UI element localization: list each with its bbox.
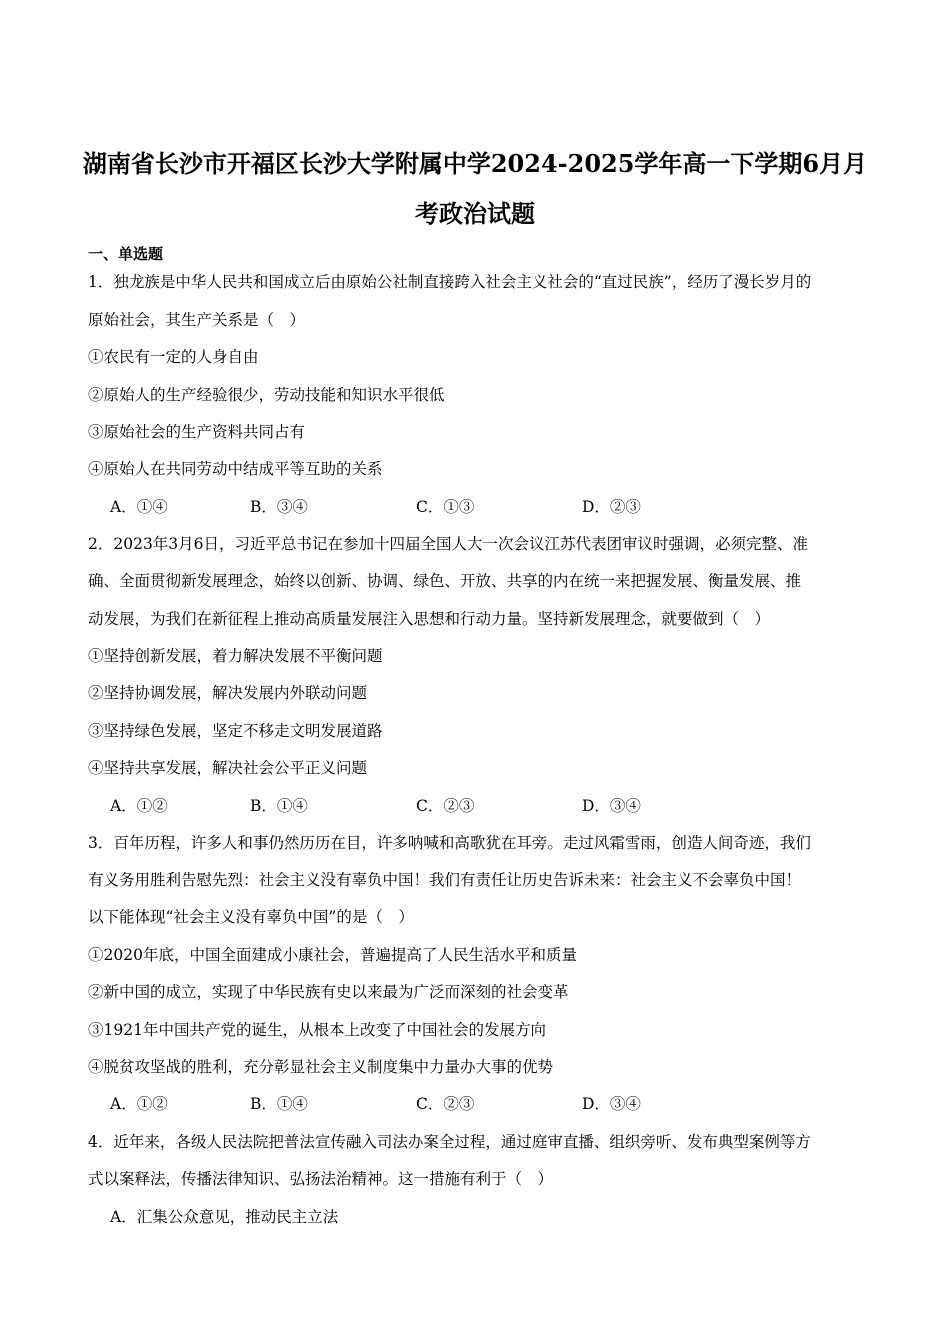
q1-options bbox=[110, 497, 810, 517]
q1-option-d[interactable]: D．②③ bbox=[582, 498, 641, 516]
q3-statement-3: ③1921年中国共产党的诞生，从根本上改变了中国社会的发展方向 bbox=[88, 1021, 546, 1039]
q2-statement-1: ①坚持创新发展，着力解决发展不平衡问题 bbox=[88, 647, 383, 665]
q2-statement-4: ④坚持共享发展，解决社会公平正义问题 bbox=[88, 759, 368, 777]
q3-options bbox=[110, 1094, 810, 1114]
q3-option-d[interactable]: D．③④ bbox=[582, 1095, 641, 1113]
section-heading: 一、单选题 bbox=[88, 245, 164, 263]
q2-statement-3: ③坚持绿色发展，坚定不移走文明发展道路 bbox=[88, 722, 383, 740]
q2-stem-line1: 2．2023年3月6日，习近平总书记在参加十四届全国人大一次会议江苏代表团审议时强调，必须完整、准 bbox=[88, 535, 809, 553]
q3-option-c[interactable]: C．②③ bbox=[416, 1095, 475, 1113]
q2-option-b[interactable]: B．①④ bbox=[250, 797, 308, 815]
q2-option-d[interactable]: D．③④ bbox=[582, 797, 641, 815]
q2-option-c[interactable]: C．②③ bbox=[416, 797, 475, 815]
q1-stem-line1: 1．独龙族是中华人民共和国成立后由原始公社制直接跨入社会主义社会的“直过民族”，经历了漫长岁月的 bbox=[88, 273, 812, 291]
q4-stem-line1: 4．近年来，各级人民法院把普法宣传融入司法办案全过程，通过庭审直播、组织旁听、发布典型案例等方 bbox=[88, 1133, 811, 1151]
q3-statement-2: ②新中国的成立，实现了中华民族有史以来最为广泛而深刻的社会变革 bbox=[88, 983, 569, 1001]
q1-option-a[interactable]: A．①④ bbox=[110, 498, 168, 516]
q2-stem-line3: 动发展，为我们在新征程上推动高质量发展注入思想和行动力量。坚持新发展理念，就要做到（ ） bbox=[88, 610, 771, 628]
q2-stem-line2: 确、全面贯彻新发展理念，始终以创新、协调、绿色、开放、共享的内在统一来把握发展、衡量发展、推 bbox=[88, 572, 802, 590]
q1-option-c[interactable]: C．①③ bbox=[416, 498, 475, 516]
q4-option-a[interactable]: A．汇集公众意见，推动民主立法 bbox=[110, 1208, 339, 1226]
q3-statement-4: ④脱贫攻坚战的胜利，充分彰显社会主义制度集中力量办大事的优势 bbox=[88, 1058, 554, 1076]
q1-statement-1: ①农民有一定的人身自由 bbox=[88, 348, 259, 366]
doc-title-line1: 湖南省长沙市开福区长沙大学附属中学2024-2025学年高一下学期6月月 bbox=[82, 149, 868, 178]
q2-options bbox=[110, 796, 810, 816]
q3-option-a[interactable]: A．①② bbox=[110, 1095, 168, 1113]
q3-stem-line2: 有义务用胜利告慰先烈：社会主义没有辜负中国！我们有责任让历史告诉未来：社会主义不会辜负中国！ bbox=[88, 871, 802, 889]
q3-stem-line1: 3．百年历程，许多人和事仍然历历在目，许多呐喊和高歌犹在耳旁。走过风霜雪雨，创造人间奇迹，我们 bbox=[88, 834, 811, 852]
q2-option-a[interactable]: A．①② bbox=[110, 797, 168, 815]
q1-option-b[interactable]: B．③④ bbox=[250, 498, 308, 516]
q3-stem-line3: 以下能体现“社会主义没有辜负中国”的是（ ） bbox=[88, 908, 414, 926]
q1-statement-3: ③原始社会的生产资料共同占有 bbox=[88, 423, 306, 441]
q3-statement-1: ①2020年底，中国全面建成小康社会，普遍提高了人民生活水平和质量 bbox=[88, 946, 577, 964]
q3-option-b[interactable]: B．①④ bbox=[250, 1095, 308, 1113]
q1-statement-4: ④原始人在共同劳动中结成平等互助的关系 bbox=[88, 460, 383, 478]
q2-statement-2: ②坚持协调发展，解决发展内外联动问题 bbox=[88, 684, 368, 702]
q1-stem-line2: 原始社会，其生产关系是（ ） bbox=[88, 311, 306, 329]
q4-stem-line2: 式以案释法，传播法律知识、弘扬法治精神。这一措施有利于（ ） bbox=[88, 1170, 554, 1188]
q1-statement-2: ②原始人的生产经验很少，劳动技能和知识水平很低 bbox=[88, 386, 445, 404]
doc-title-line2: 考政治试题 bbox=[415, 199, 535, 228]
